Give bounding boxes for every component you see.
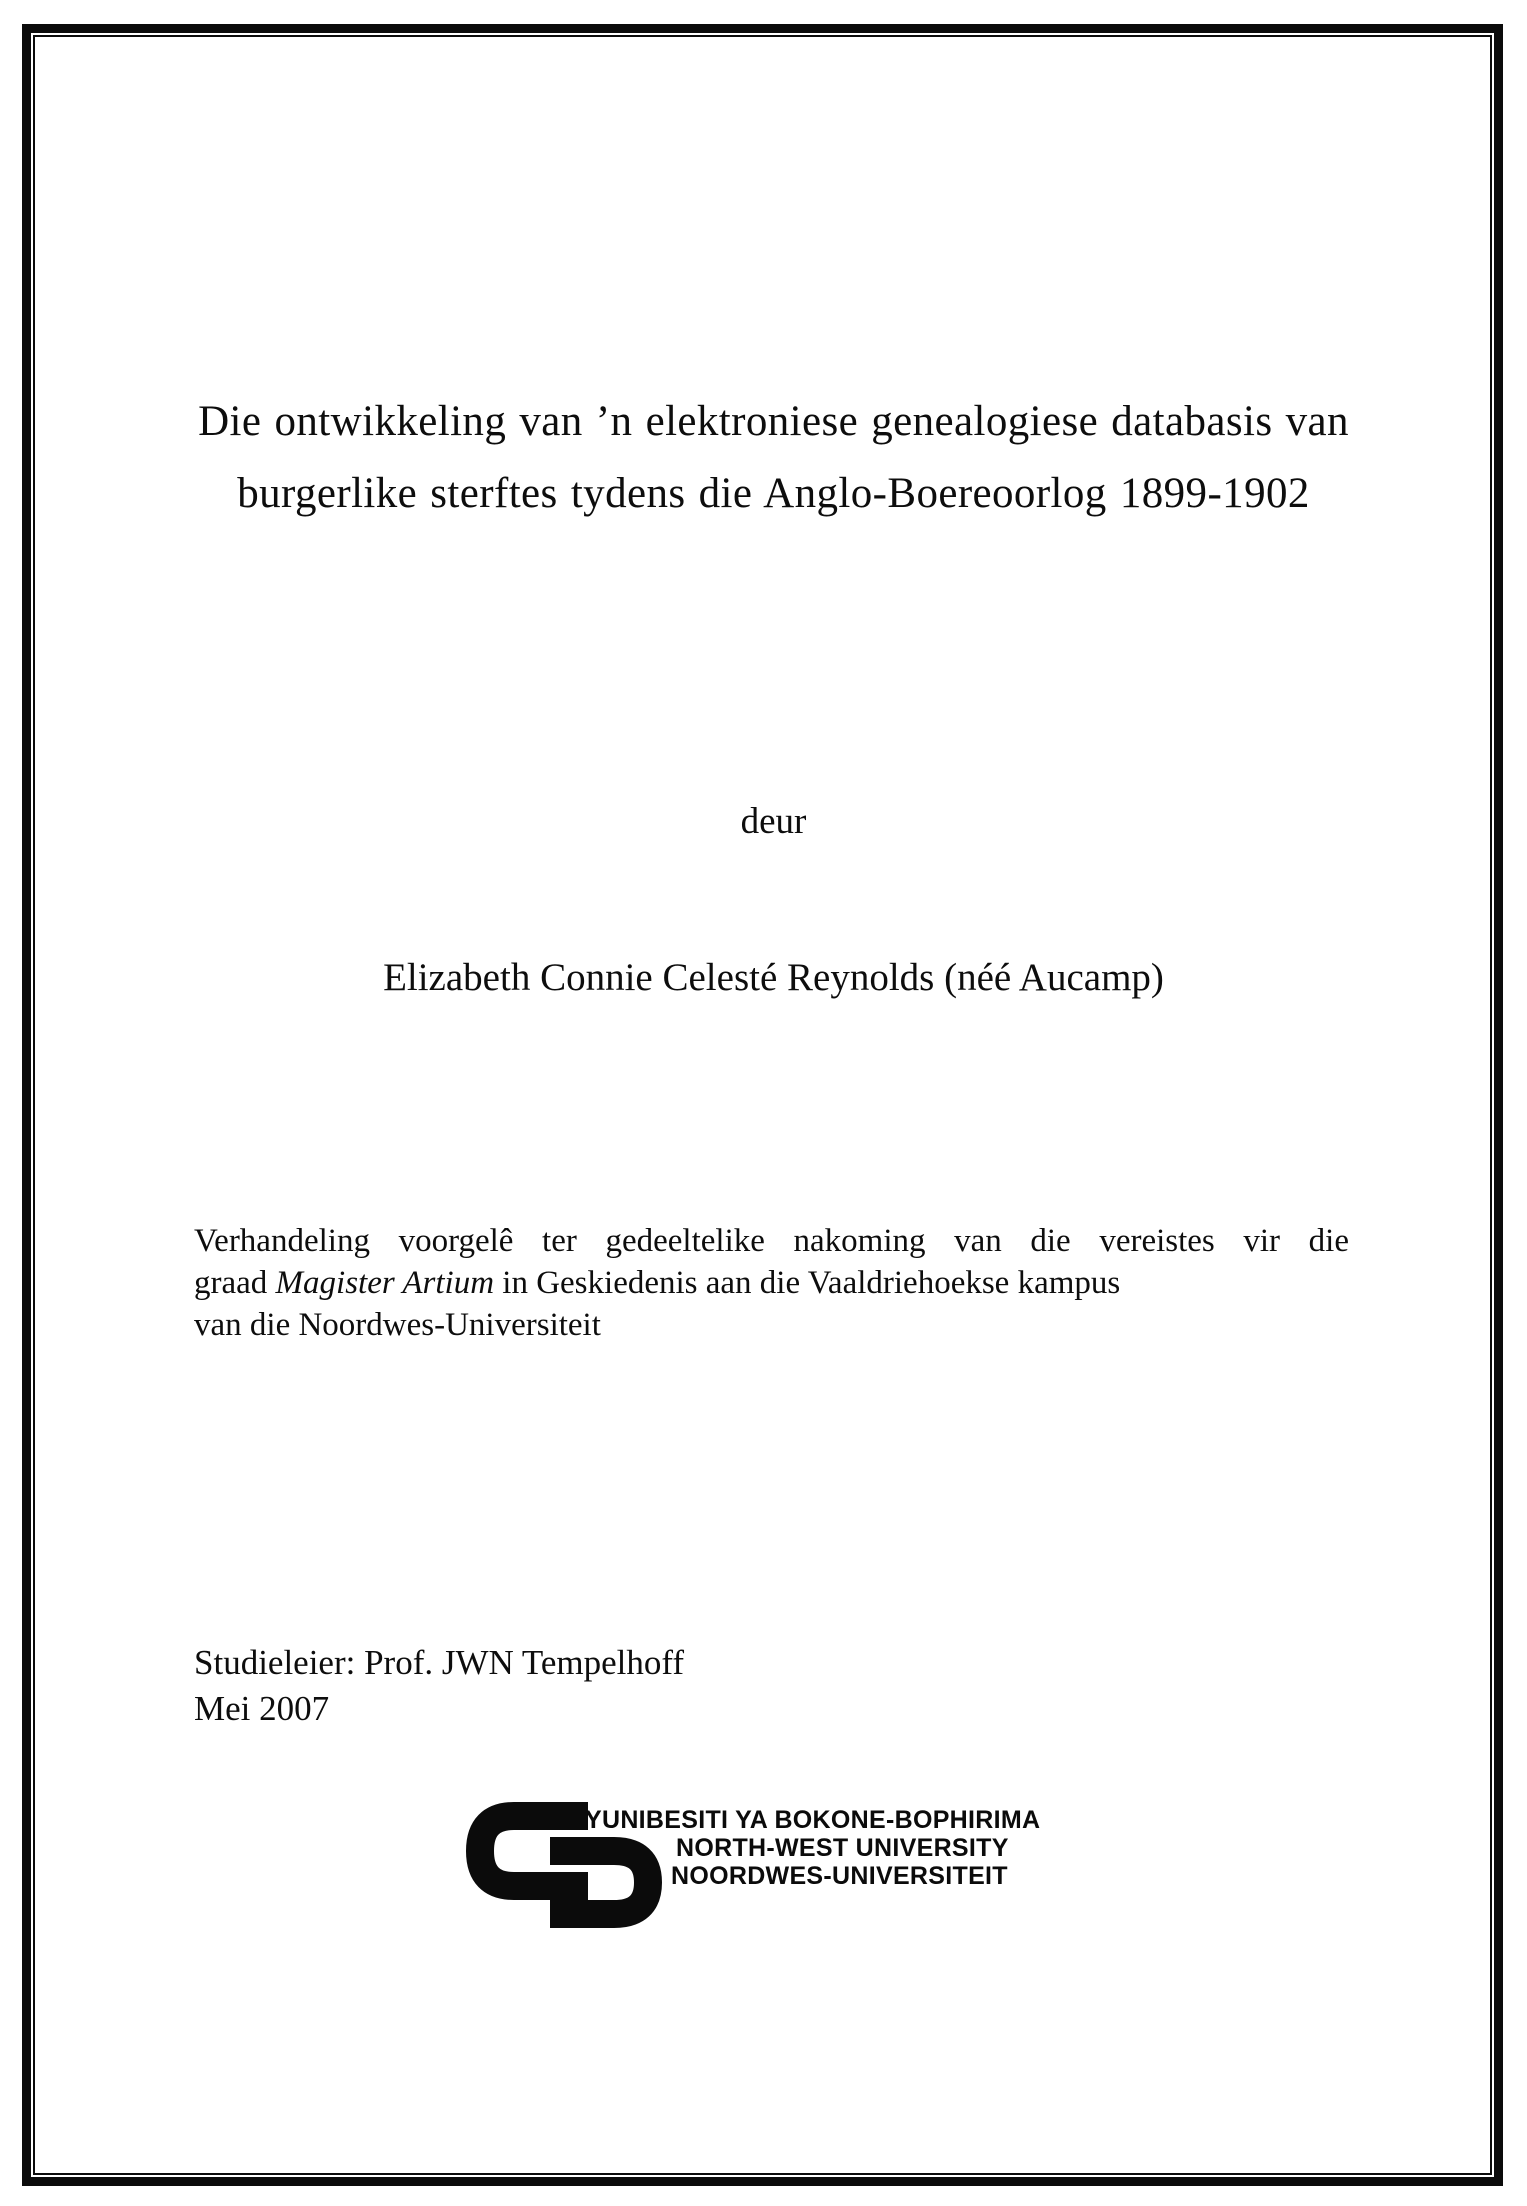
degree-statement-line-2 bbox=[194, 1262, 1349, 1304]
degree-statement-line-1: Verhandeling voorgelê ter gedeeltelike nakoming van die vereistes vir die bbox=[194, 1223, 1349, 1259]
author-name: Elizabeth Connie Celesté Reynolds (néé Aucamp) bbox=[383, 956, 1164, 999]
date-line: Mei 2007 bbox=[194, 1689, 330, 1728]
university-name-sotho: YUNIBESITI YA BOKONE-BOPHIRIMA bbox=[585, 1806, 1041, 1834]
thesis-title-line-1: Die ontwikkeling van ’n elektroniese genealogiese databasis van bbox=[198, 398, 1349, 445]
thesis-title-line-2: burgerlike sterftes tydens die Anglo-Boereoorlog 1899-1902 bbox=[237, 470, 1310, 517]
supervisor-block bbox=[194, 1640, 684, 1732]
degree-statement-line-3: van die Noordwes-Universiteit bbox=[194, 1307, 601, 1343]
university-name-english: NORTH-WEST UNIVERSITY bbox=[676, 1834, 1009, 1862]
university-name-afrikaans: NOORDWES-UNIVERSITEIT bbox=[671, 1862, 1008, 1890]
supervisor-line: Studieleier: Prof. JWN Tempelhoff bbox=[194, 1643, 685, 1682]
degree-statement-line-2-post: in Geskiedenis aan die Vaaldriehoekse kampus bbox=[494, 1265, 1121, 1301]
byline-deur: deur bbox=[740, 801, 807, 842]
degree-statement bbox=[194, 1220, 1349, 1346]
degree-statement-line-2-pre: graad bbox=[194, 1265, 276, 1301]
degree-name-italic: Magister Artium bbox=[275, 1265, 495, 1301]
thesis-title bbox=[80, 386, 1467, 530]
